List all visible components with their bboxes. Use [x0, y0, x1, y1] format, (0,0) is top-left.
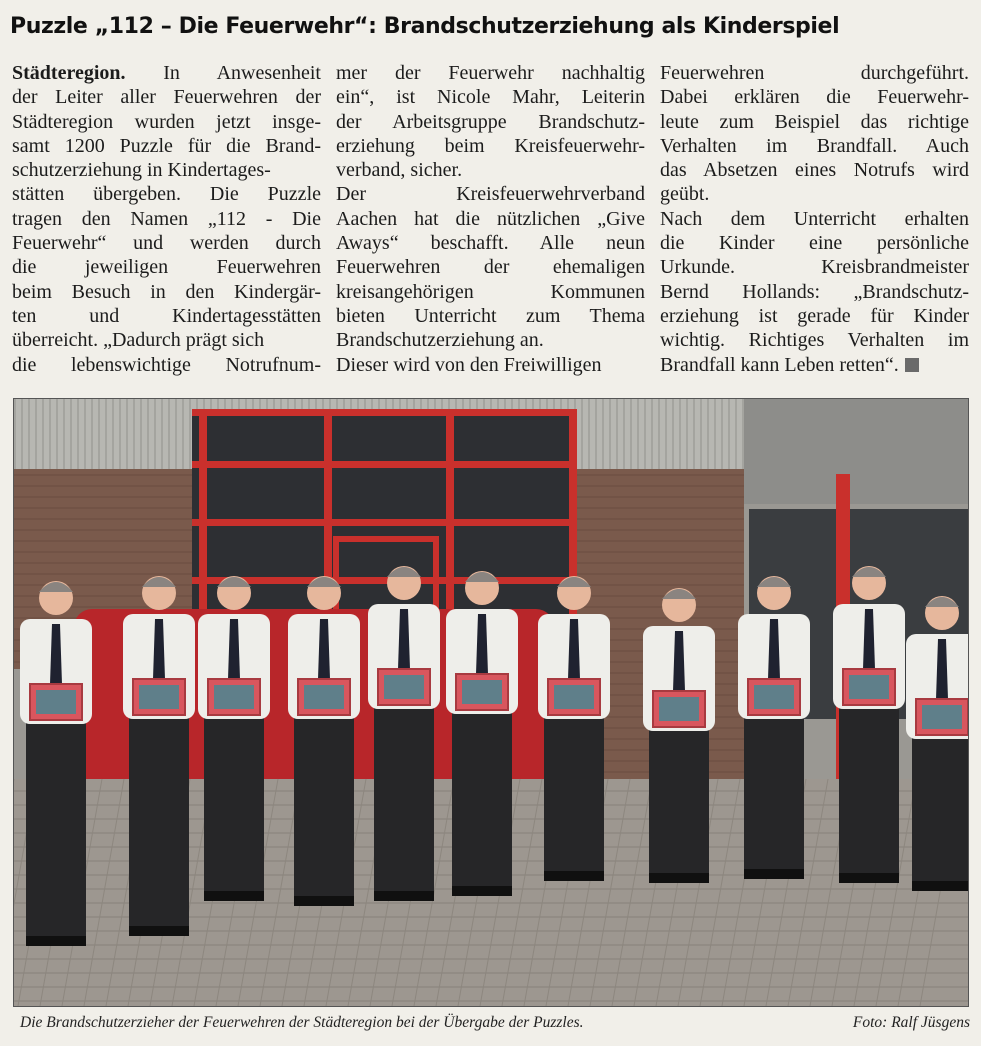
firefighter	[198, 576, 270, 901]
article-line: mer der Feuerwehr nachhaltig	[336, 62, 645, 84]
article-line: schutzerziehung in Kindertages-	[12, 159, 271, 182]
article-line: bieten Unterricht zum Thema	[336, 304, 645, 327]
article-column-1	[12, 61, 321, 381]
firefighter	[538, 576, 610, 881]
article-line: Dieser wird von den Freiwilligen	[336, 353, 602, 376]
article-column-2	[336, 61, 645, 381]
article-line: Verhalten im Brandfall. Auch	[660, 134, 969, 157]
article-line: beim Besuch in den Kindergär-	[12, 280, 321, 303]
article-line: wichtig. Richtiges Verhalten im	[660, 329, 969, 352]
article-line: Feuerwehren der ehemaligen	[336, 256, 645, 279]
article-line: Städteregion. In Anwesenheit	[12, 62, 321, 84]
firefighter	[906, 596, 968, 891]
article-line: verband, sicher.	[336, 159, 463, 182]
firefighter	[123, 576, 195, 936]
firefighter	[20, 581, 92, 946]
article-line: kreisangehörigen Kommunen	[336, 280, 645, 303]
article-line: Bernd Hollands: „Brandschutz-	[660, 280, 969, 303]
article-line: leute zum Beispiel das richtige	[660, 110, 969, 133]
article-dateline: Städteregion.	[12, 62, 126, 84]
article-line: Der Kreisfeuerwehrverband	[336, 183, 645, 206]
article-line: geübt.	[660, 183, 710, 206]
article-line: der Arbeitsgruppe Brandschutz-	[336, 110, 645, 133]
article-line: Feuerwehren durchgeführt.	[660, 62, 969, 84]
photo-credit: Foto: Ralf Jüsgens	[852, 1014, 970, 1031]
article-body	[12, 61, 968, 381]
firefighter	[738, 576, 810, 879]
article-column-3	[660, 61, 969, 381]
article-line: das Absetzen eines Notrufs wird	[660, 159, 969, 182]
article-line: Aachen hat die nützlichen „Give	[336, 207, 645, 230]
article-line: ein“, ist Nicole Mahr, Leiterin	[336, 86, 645, 109]
article-line: tragen den Namen „112 - Die	[12, 207, 321, 230]
article-line: Nach dem Unterricht erhalten	[660, 207, 969, 230]
article-photo	[13, 398, 969, 1007]
article-line: Urkunde. Kreisbrandmeister	[660, 256, 969, 279]
article-line: die jeweiligen Feuerwehren	[12, 256, 321, 279]
article-line: Dabei erklären die Feuerwehr-	[660, 86, 969, 109]
end-of-article-mark	[905, 358, 919, 372]
article-line: überreicht. „Dadurch prägt sich	[12, 329, 265, 352]
canopy	[744, 399, 968, 504]
photo-caption-row	[20, 1014, 970, 1032]
article-line: Brandfall kann Leben retten“.	[660, 353, 969, 377]
article-line: Feuerwehr“ und werden durch	[12, 232, 321, 255]
article-line: die Kinder eine persönliche	[660, 232, 969, 255]
firefighter	[643, 588, 715, 883]
article-line: stätten übergeben. Die Puzzle	[12, 183, 321, 206]
photo-caption: Die Brandschutzerzieher der Feuerwehren der Städteregion bei der Übergabe der Puzzles.	[20, 1014, 584, 1031]
article-line: Brandschutzerziehung an.	[336, 329, 544, 352]
firefighter	[368, 566, 440, 901]
firefighter	[833, 566, 905, 883]
firefighter	[288, 576, 360, 906]
article-line: samt 1200 Puzzle für die Brand-	[12, 134, 321, 157]
article-line: der Leiter aller Feuerwehren der	[12, 86, 321, 109]
article-line: ten und Kindertagesstätten	[12, 304, 321, 327]
article-line: erziehung ist gerade für Kinder	[660, 304, 969, 327]
firefighter	[446, 571, 518, 896]
article-line: erziehung beim Kreisfeuerwehr-	[336, 134, 645, 157]
article-line: Städteregion wurden jetzt insge-	[12, 110, 321, 133]
group-photo-firefighters	[14, 399, 968, 1006]
article-headline: Puzzle „112 – Die Feuerwehr“: Brandschutzerziehung als Kinderspiel	[10, 14, 840, 39]
article-line: Aways“ beschafft. Alle neun	[336, 232, 645, 255]
article-line: die lebenswichtige Notrufnum-	[12, 353, 321, 376]
